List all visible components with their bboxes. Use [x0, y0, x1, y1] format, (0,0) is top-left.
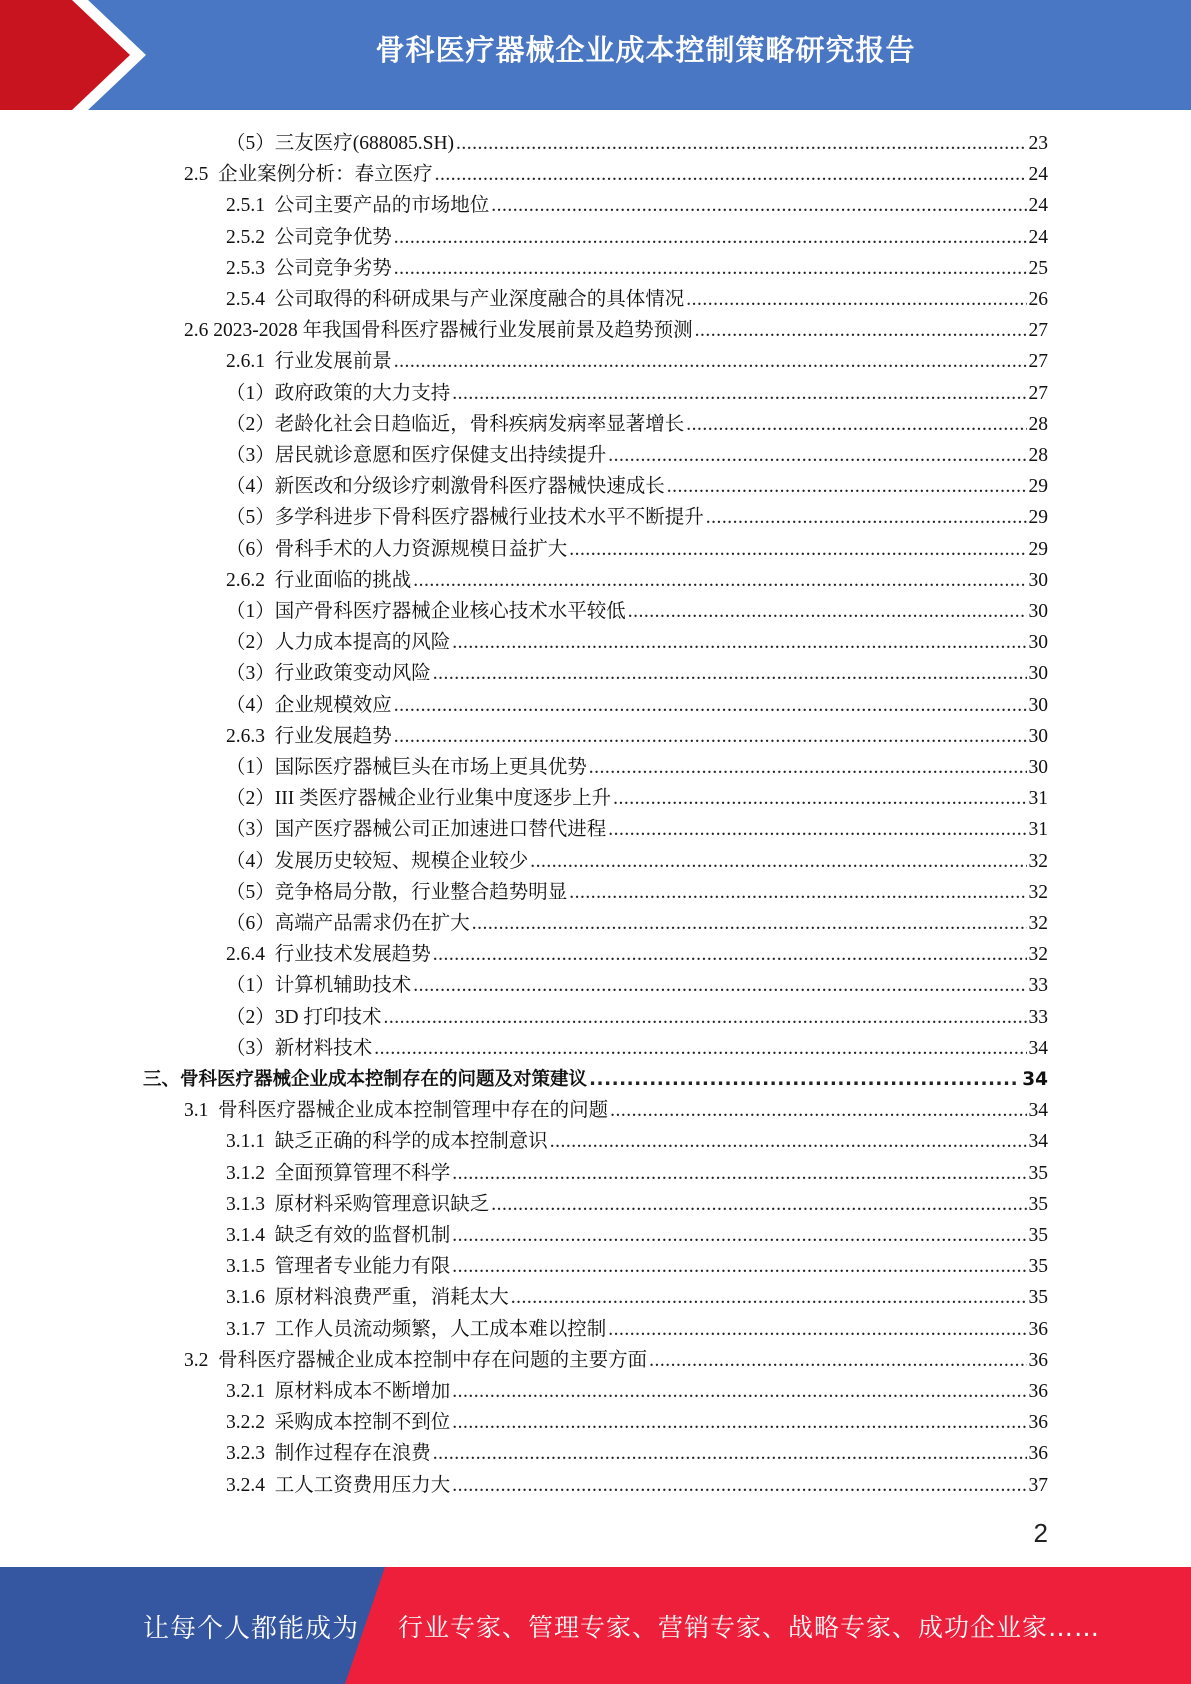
toc-entry-label: （2）3D 打印技术 [226, 1006, 382, 1028]
toc-dot-leader [435, 159, 1027, 190]
toc-entry[interactable] [226, 814, 1048, 845]
toc-entry-label: 采购成本控制不到位 [274, 1412, 451, 1434]
toc-entry-page: 35 [1028, 1256, 1048, 1278]
toc-entry-label: （2）老龄化社会日趋临近，骨科疾病发病率显著增长 [226, 413, 685, 435]
toc-entry-label: （4）新医改和分级诊疗刺激骨科医疗器械快速成长 [226, 476, 665, 498]
toc-entry-label: （2）III 类医疗器械企业行业集中度逐步上升 [226, 788, 612, 810]
toc-entry-page: 24 [1028, 226, 1048, 248]
toc-dot-leader [452, 378, 1026, 409]
toc-entry[interactable] [226, 222, 1048, 253]
toc-dot-leader [413, 970, 1026, 1001]
toc-entry-label: 原材料采购管理意识缺乏 [274, 1193, 490, 1215]
toc-entry[interactable] [226, 877, 1048, 908]
toc-entry[interactable] [226, 783, 1048, 814]
toc-entry-number: 2.6 [184, 320, 214, 342]
toc-entry[interactable] [226, 939, 1048, 970]
toc-dot-leader [452, 627, 1026, 658]
toc-entry[interactable] [226, 908, 1048, 939]
toc-entry[interactable] [226, 1407, 1048, 1438]
toc-entry-page: 32 [1028, 850, 1048, 872]
toc-dot-leader [452, 1220, 1026, 1251]
toc-dot-leader [394, 253, 1027, 284]
toc-entry[interactable] [226, 378, 1048, 409]
page-footer [0, 1567, 1191, 1684]
toc-entry-page: 31 [1028, 788, 1048, 810]
toc-entry-number: 3.2 [184, 1349, 219, 1371]
toc-entry-number: 3.1 [184, 1100, 219, 1122]
toc-entry-number: 2.5 [184, 164, 219, 186]
toc-entry-page: 29 [1028, 476, 1048, 498]
toc-dot-leader [610, 1095, 1026, 1126]
toc-entry-label: （3）国产医疗器械公司正加速进口替代进程 [226, 819, 607, 841]
toc-entry-page: 33 [1028, 975, 1048, 997]
toc-entry-label: （1）国产骨科医疗器械企业核心技术水平较低 [226, 601, 626, 622]
toc-entry-page: 35 [1028, 1162, 1048, 1184]
toc-entry[interactable] [226, 846, 1048, 877]
toc-entry[interactable] [226, 471, 1048, 502]
toc-dot-leader [530, 846, 1026, 877]
toc-entry[interactable] [184, 159, 1048, 190]
toc-entry-page: 33 [1028, 1006, 1048, 1028]
toc-entry-number: 3.1.2 [226, 1162, 275, 1184]
toc-dot-leader [374, 1033, 1026, 1064]
toc-dot-leader [569, 534, 1026, 565]
toc-dot-leader [433, 939, 1027, 970]
toc-entry-page: 36 [1028, 1318, 1048, 1340]
toc-entry[interactable] [184, 1345, 1048, 1376]
toc-entry-number: 3.1.1 [226, 1131, 275, 1153]
toc-entry-label: 公司竞争劣势 [274, 257, 392, 279]
toc-dot-leader [433, 658, 1027, 689]
toc-dot-leader [413, 565, 1026, 596]
toc-entry-number: 2.5.4 [226, 289, 275, 310]
page-header [0, 0, 1191, 110]
toc-entry[interactable] [226, 440, 1048, 471]
toc-entry-label: 缺乏正确的科学的成本控制意识 [274, 1131, 548, 1153]
toc-entry[interactable] [226, 190, 1048, 221]
toc-dot-leader [667, 471, 1027, 502]
toc-entry[interactable] [184, 315, 1048, 346]
toc-entry[interactable] [226, 1470, 1048, 1501]
toc-dot-leader [394, 346, 1027, 377]
toc-entry[interactable] [226, 1002, 1048, 1033]
toc-entry-label: 原材料浪费严重，消耗太大 [274, 1287, 509, 1309]
toc-entry-page: 36 [1028, 1412, 1048, 1434]
toc-entry-number: 2.5.1 [226, 195, 275, 217]
toc-dot-leader [569, 877, 1026, 908]
toc-entry-page: 34 [1028, 1100, 1048, 1122]
toc-entry[interactable] [226, 502, 1048, 533]
toc-entry[interactable] [226, 1158, 1048, 1189]
toc-entry-label: （1）政府政策的大力支持 [226, 382, 451, 404]
toc-entry-page: 30 [1028, 569, 1048, 591]
toc-dot-leader [706, 502, 1027, 533]
toc-entry-number: 2.6.2 [226, 569, 275, 591]
toc-entry[interactable] [226, 721, 1048, 752]
toc-entry-label: 公司竞争优势 [274, 226, 392, 248]
toc-dot-leader [452, 1251, 1026, 1282]
toc-entry-page: 30 [1028, 663, 1048, 685]
toc-entry-label: 行业面临的挑战 [274, 569, 412, 591]
toc-entry-label: 行业技术发展趋势 [274, 944, 431, 966]
toc-entry[interactable] [226, 409, 1048, 440]
toc-entry[interactable] [226, 128, 1048, 159]
toc-entry-page: 27 [1028, 351, 1048, 373]
toc-dot-leader [511, 1282, 1027, 1313]
toc-entry[interactable] [226, 1189, 1048, 1220]
toc-entry-number: 2.6.1 [226, 351, 275, 373]
toc-entry[interactable] [226, 752, 1048, 783]
toc-entry-number: 2.6.4 [226, 944, 275, 966]
toc-dot-leader [452, 1470, 1026, 1501]
toc-entry[interactable] [226, 565, 1048, 596]
toc-entry-page: 28 [1028, 445, 1048, 466]
toc-dot-leader [686, 284, 1026, 315]
toc-dot-leader [433, 1438, 1027, 1469]
toc-dot-leader [394, 690, 1027, 721]
toc-entry-label: 缺乏有效的监督机制 [274, 1225, 451, 1246]
toc-entry-page: 29 [1028, 507, 1048, 529]
toc-dot-leader [394, 222, 1027, 253]
toc-entry-page: 30 [1028, 694, 1048, 716]
toc-entry-label: （3）居民就诊意愿和医疗保健支出持续提升 [226, 445, 607, 466]
toc-entry-label: （5）多学科进步下骨科医疗器械行业技术水平不断提升 [226, 507, 704, 529]
toc-dot-leader [491, 1189, 1026, 1220]
toc-entry-page: 31 [1028, 819, 1048, 841]
toc-entry-page: 26 [1028, 289, 1048, 310]
toc-entry-number: 3.2.4 [226, 1474, 275, 1496]
toc-entry-number: 3.1.3 [226, 1193, 275, 1215]
toc-entry-number: 2.5.3 [226, 257, 275, 279]
toc-entry-label: 工人工资费用压力大 [274, 1474, 451, 1496]
toc-entry-number: 2.5.2 [226, 226, 275, 248]
toc-entry-number: 3.1.7 [226, 1318, 275, 1340]
footer-slogan-right: 行业专家、管理专家、营销专家、战略专家、成功企业家…… [398, 1613, 1101, 1642]
toc-dot-leader [452, 1407, 1026, 1438]
footer-slogan-left: 让每个人都能成为 [143, 1614, 360, 1644]
toc-entry[interactable] [184, 1095, 1048, 1126]
toc-entry-number: 3.2.3 [226, 1443, 275, 1465]
toc-entry[interactable] [226, 1376, 1048, 1407]
toc-entry-page: 34 [1028, 1131, 1048, 1153]
toc-dot-leader [550, 1126, 1027, 1157]
toc-entry-page: 24 [1028, 195, 1048, 217]
toc-entry-label: 原材料成本不断增加 [274, 1381, 451, 1402]
toc-entry-page: 25 [1028, 257, 1048, 279]
toc-dot-leader [394, 721, 1027, 752]
toc-entry[interactable] [226, 1314, 1048, 1345]
toc-entry-label: （3）行业政策变动风险 [226, 663, 431, 685]
toc-entry-label: （4）企业规模效应 [226, 694, 392, 716]
toc-entry-label: 2023-2028 年我国骨科医疗器械行业发展前景及趋势预测 [213, 320, 693, 342]
toc-entry-page: 32 [1028, 881, 1048, 903]
toc-dot-leader [589, 752, 1027, 783]
toc-entry-page: 30 [1028, 601, 1048, 622]
toc-dot-leader [608, 1314, 1026, 1345]
toc-entry-label: 全面预算管理不科学 [274, 1162, 451, 1184]
toc-dot-leader [686, 409, 1026, 440]
toc-entry[interactable] [226, 596, 1048, 627]
toc-entry-label: 公司主要产品的市场地位 [274, 195, 490, 217]
toc-entry-page: 24 [1028, 164, 1048, 186]
toc-entry[interactable] [226, 1282, 1048, 1313]
page-number: 2 [1033, 1518, 1048, 1548]
toc-dot-leader [452, 1376, 1026, 1407]
toc-entry-label: （1）国际医疗器械巨头在市场上更具优势 [226, 757, 587, 778]
toc-entry-page: 34 [1022, 1069, 1048, 1090]
toc-dot-leader [472, 908, 1027, 939]
header-title: 骨科医疗器械企业成本控制策略研究报告 [375, 33, 916, 67]
toc-entry[interactable] [226, 658, 1048, 689]
toc-entry-page: 35 [1028, 1225, 1048, 1246]
toc-dot-leader [608, 440, 1026, 471]
toc-entry-label: 三、骨科医疗器械企业成本控制存在的问题及对策建议 [143, 1069, 588, 1090]
toc-entry-number: 3.1.4 [226, 1225, 275, 1246]
toc-dot-leader [613, 783, 1026, 814]
toc-entry-label: 管理者专业能力有限 [274, 1256, 451, 1278]
toc-entry-page: 29 [1028, 538, 1048, 560]
toc-entry[interactable] [226, 284, 1048, 315]
toc-entry-page: 36 [1028, 1349, 1048, 1371]
toc-entry-page: 35 [1028, 1287, 1048, 1309]
toc-entry[interactable] [226, 1251, 1048, 1282]
toc-entry-number: 3.2.2 [226, 1412, 275, 1434]
toc-entry-label: （3）新材料技术 [226, 1037, 373, 1059]
toc-entry-label: 企业案例分析：春立医疗 [218, 164, 433, 186]
toc-entry[interactable] [226, 534, 1048, 565]
toc-entry-page: 30 [1028, 757, 1048, 778]
toc-entry[interactable] [226, 970, 1048, 1001]
toc-entry-page: 30 [1028, 725, 1048, 747]
toc-entry-page: 28 [1028, 413, 1048, 435]
toc-entry[interactable] [226, 1033, 1048, 1064]
toc-entry-label: （6）骨科手术的人力资源规模日益扩大 [226, 538, 568, 560]
toc-entry-label: （5）竞争格局分散，行业整合趋势明显 [226, 881, 568, 903]
toc-entry-page: 34 [1028, 1037, 1048, 1059]
toc-entry-page: 30 [1028, 632, 1048, 654]
toc-dot-leader [456, 128, 1026, 159]
toc-entry[interactable] [226, 627, 1048, 658]
toc-dot-leader [589, 1064, 1020, 1095]
toc-dot-leader [608, 814, 1026, 845]
toc-entry[interactable] [226, 253, 1048, 284]
toc-entry-label: 工作人员流动频繁，人工成本难以控制 [274, 1318, 607, 1340]
toc-entry-page: 32 [1028, 944, 1048, 966]
toc-dot-leader [452, 1158, 1026, 1189]
toc-dot-leader [695, 315, 1027, 346]
toc-dot-leader [383, 1002, 1026, 1033]
toc-entry-page: 32 [1028, 913, 1048, 934]
toc-entry-number: 3.2.1 [226, 1381, 275, 1402]
toc-entry-page: 23 [1028, 133, 1048, 154]
toc-entry[interactable] [226, 1438, 1048, 1469]
toc-entry-label: 骨科医疗器械企业成本控制中存在问题的主要方面 [218, 1349, 648, 1371]
toc-entry-page: 27 [1028, 320, 1048, 342]
toc-entry-label: （4）发展历史较短、规模企业较少 [226, 850, 529, 872]
toc-dot-leader [649, 1345, 1026, 1376]
toc-entry[interactable] [226, 1126, 1048, 1157]
toc-entry-number: 2.6.3 [226, 725, 275, 747]
toc-entry-label: （5）三友医疗(688085.SH) [226, 133, 455, 154]
toc-entry-label: （1）计算机辅助技术 [226, 975, 412, 997]
toc-entry-page: 36 [1028, 1381, 1048, 1402]
toc-entry-page: 36 [1028, 1443, 1048, 1465]
toc-entry-number: 3.1.6 [226, 1287, 275, 1309]
toc-entry-page: 35 [1028, 1193, 1048, 1215]
toc-entry-label: 行业发展前景 [274, 351, 392, 373]
toc-entry[interactable] [226, 1220, 1048, 1251]
toc-entry-label: 骨科医疗器械企业成本控制管理中存在的问题 [218, 1100, 609, 1122]
toc-dot-leader [491, 190, 1026, 221]
toc-entry-label: 制作过程存在浪费 [274, 1443, 431, 1465]
toc-dot-leader [628, 596, 1027, 627]
toc-entry-label: （6）高端产品需求仍在扩大 [226, 913, 470, 934]
toc-entry-number: 3.1.5 [226, 1256, 275, 1278]
toc-entry[interactable] [226, 346, 1048, 377]
toc-entry-label: （2）人力成本提高的风险 [226, 632, 451, 654]
toc-entry-label: 行业发展趋势 [274, 725, 392, 747]
toc-entry[interactable] [226, 690, 1048, 721]
toc-entry-page: 27 [1028, 382, 1048, 404]
toc-entry-page: 37 [1028, 1474, 1048, 1496]
toc-entry-label: 公司取得的科研成果与产业深度融合的具体情况 [274, 289, 685, 310]
toc-entry[interactable] [143, 1064, 1048, 1095]
